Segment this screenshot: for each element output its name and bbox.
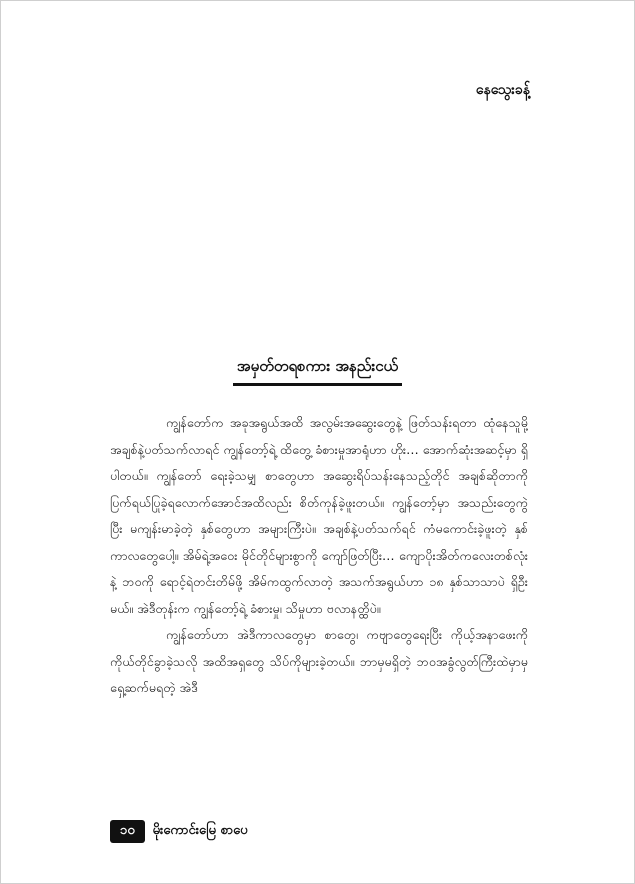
page-number-badge: ၁၀ [110,820,145,843]
paragraph: ကျွန်တော်က အခုအရွယ်အထိ အလွမ်းအဆွေးတွေနဲ့ ဖြတ်သန်းရတာ ထုံနေသူမို့ အချစ်နဲ့ပတ်သက်လာရင် ကျွန်တော့်ရဲ့ ထိတွေ့ ခံစားမှုအာရုံဟာ ဟိုး… အောက်ဆုံးအဆင့်မှာ ရှိပါတယ်။ ကျွန်တော် ရေးခဲ့သမျှ စာတွေဟာ အဆွေးရိပ်သန်းနေသည့်တိုင် အချစ်ဆိုတာကို ပြက်ရယ်ပြုခဲ့ရလောက်အောင်အထိလည်း စိတ်ကုန်ခဲ့ဖူးတယ်။ ကျွန်တော့်မှာ အသည်းတွေကွဲပြီး မကျန်းမာခဲ့တဲ့ နှစ်တွေဟာ အများကြီးပဲ။ အချစ်နဲ့ပတ်သက်ရင် ကံမကောင်းခဲ့ဖူးတဲ့ နှစ်ကာလတွေပေါ့။ အိမ်ရဲ့အဝေး မိုင်တိုင်များစွာကို ကျော်ဖြတ်ပြီး… ကျောပိုးအိတ်ကလေးတစ်လုံးနဲ့ ဘဝကို ရောင့်ရဲတင်းတိမ်ဖို့ အိမ်ကထွက်လာတဲ့ အသက်အရွယ်ဟာ ၁၈ နှစ်သာသာပဲ ရှိဦးမယ်။ အဲဒီတုန်းက ကျွန်တော့်ရဲ့ ခံစားမှု၊ သိမှုဟာ ဗလာနတ္ထိပဲ။ [110,415,528,616]
running-header [476,80,530,101]
paragraph: ကျွန်တော်ဟာ အဲဒီကာလတွေမှာ စာတွေ၊ ကဗျာတွေရေးပြီး ကိုယ့်အနာဖေးကို ကိုယ်တိုင်ခွာခဲ့သလို အထိအရှတွေ သိပ်ကိုများခဲ့တယ်။ ဘာမှမရှိတဲ့ ဘဝအခွံလွတ်ကြီးထဲမှာမှ ရှေ့ဆက်မရတဲ့ အဲဒီ [110,627,528,695]
chapter-title [0,356,635,386]
chapter-title-text: အမှတ်တရစကား အနည်းငယ် [233,357,402,386]
page-footer [110,820,248,842]
body-text [110,410,528,702]
footer-book-title: မိုးကောင်းမြေ စာပေ [152,822,248,838]
running-header-text: နေသွေးခန့် [475,82,530,98]
